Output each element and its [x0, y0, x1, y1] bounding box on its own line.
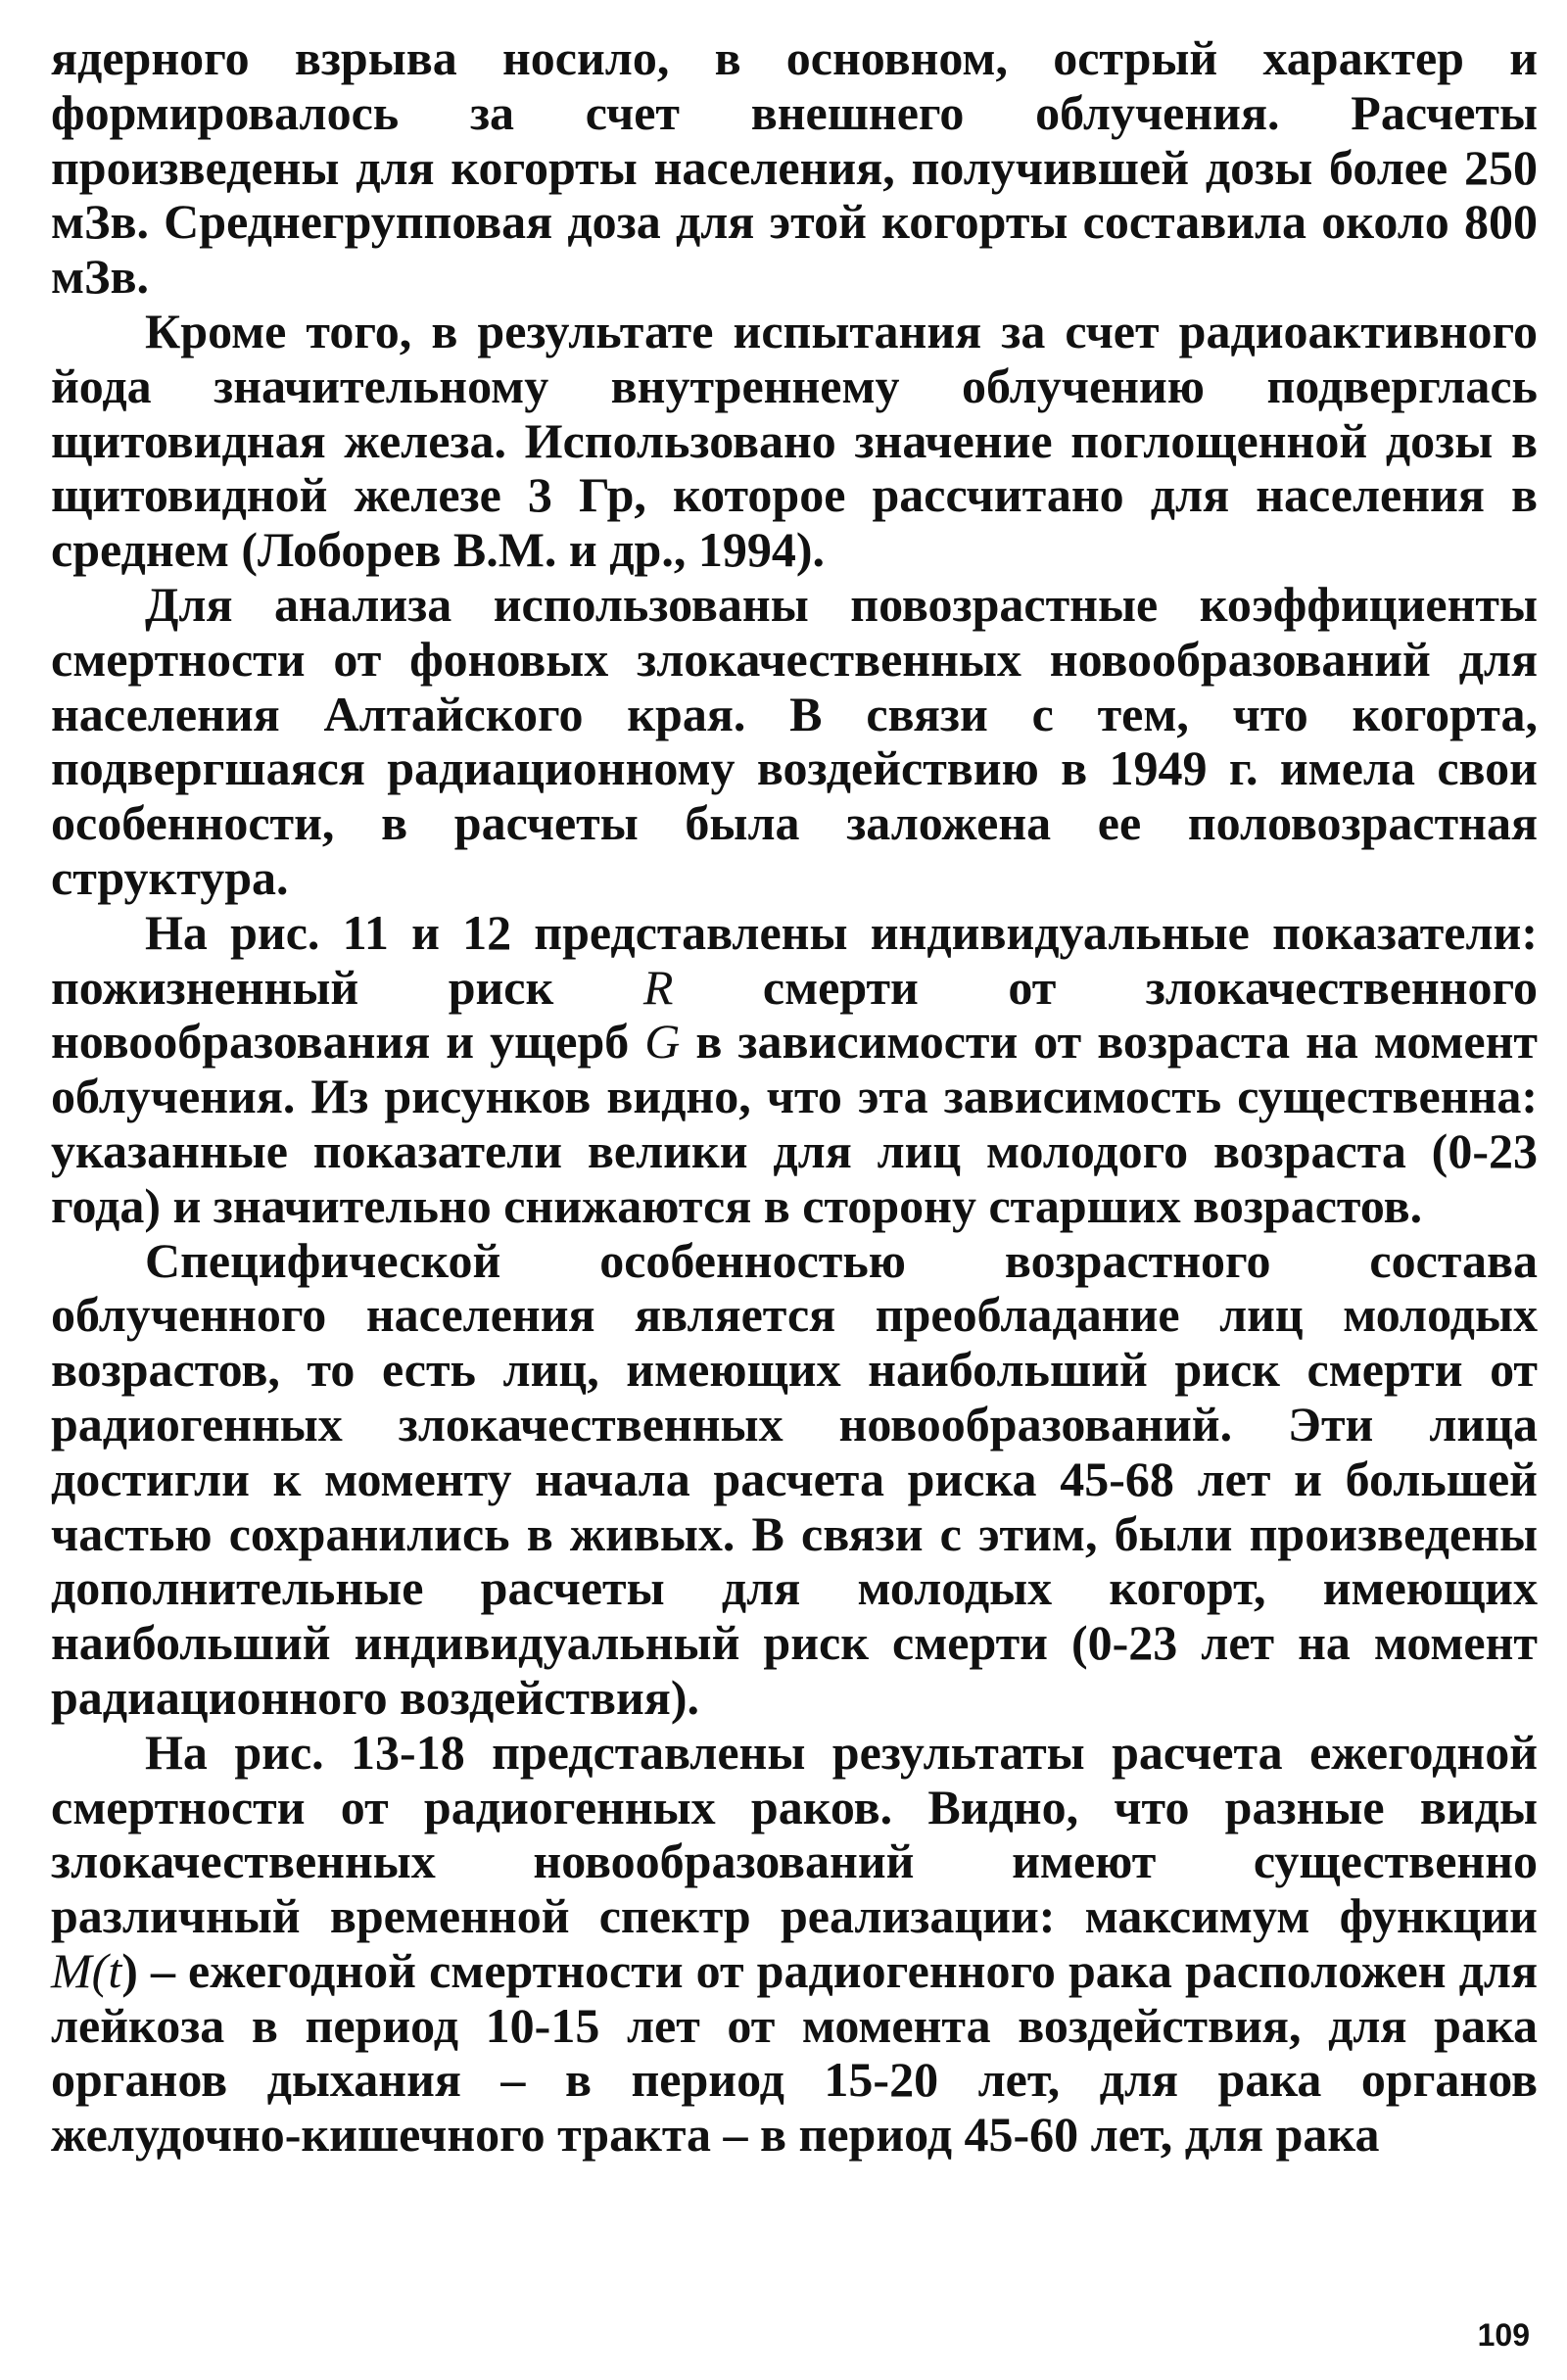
paragraph-5-text: Специфической особенностью возрастного состава облученного населения является преобладание лиц молодых возрастов, то есть лиц, имеющих наибольший риск смерти от радиогенных злокачественных новообразований. Эти лица достигли к моменту начала расчета риска 45-68 лет и большей частью сохранились в живых. В связи с этим, были произведены дополнительные расчеты для молодых когорт, имеющих наибольший индивидуальный риск смерти (0-23 лет на момент радиационного воздействия). — [51, 1232, 1538, 1725]
paragraph-3-text: Для анализа использованы повозрастные коэффициенты смертности от фоновых злокачественных новообразований для населения Алтайского края. В связи с тем, что когорта, подвергшаяся радиационному воздействию в 1949 г. имела свои особенности, в расчеты была заложена ее половозрастная структура. — [51, 576, 1538, 905]
variable-r: R — [642, 959, 674, 1015]
page-number: 109 — [1477, 2317, 1530, 2353]
paragraph-3 — [51, 578, 1538, 906]
paragraph-4-text-b: смерти от злокачественного новообразования и ущерб — [51, 959, 1538, 1070]
paragraph-5 — [51, 1234, 1538, 1726]
variable-t: t — [108, 1942, 122, 1998]
paragraph-4-text-c: в зависимости от возраста на момент облучения. Из рисунков видно, что эта зависимость существенна: указанные показатели велики для лиц молодого возраста (0-23 года) и значительно снижаются в сторону старших возрастов. — [51, 1014, 1538, 1233]
paragraph-6-text-a: На рис. 13-18 представлены результаты расчета ежегодной смертности от радиогенных раков. Видно, что разные виды злокачественных новообразований имеют существенно различный временной спектр реализации: максимум функции — [51, 1724, 1538, 1944]
paragraph-2 — [51, 305, 1538, 578]
paren-open: ( — [91, 1942, 109, 1998]
paragraph-4 — [51, 906, 1538, 1234]
paragraph-2-text: Кроме того, в результате испытания за счет радиоактивного йода значительному внутреннему облучению подверглась щитовидная железа. Использовано значение поглощенной дозы в щитовидной железе 3 Гр, которое рассчитано для населения в среднем (Лоборев В.М. и др., 1994). — [51, 303, 1538, 578]
paragraph-6-text-b: ) – ежегодной смертности от радиогенного рака расположен для лейкоза в период 10-15 лет от момента воздействия, для рака органов дыхания – в период 15-20 лет, для рака органов желудочно-кишечного тракта – в период 45-60 лет, для рака — [51, 1942, 1538, 2163]
paragraph-4-text-a: На рис. 11 и 12 представлены индивидуальные показатели: пожизненный риск — [51, 904, 1538, 1015]
variable-m: M — [51, 1942, 92, 1998]
paragraph-6 — [51, 1726, 1538, 2163]
paragraph-1 — [51, 31, 1538, 305]
variable-g: G — [644, 1014, 681, 1070]
paragraph-1-text: ядерного взрыва носило, в основном, острый характер и формировалось за счет внешнего облучения. Расчеты произведены для когорты населения, получившей дозы более 250 мЗв. Среднегрупповая доза для этой когорты составила около 800 мЗв. — [51, 30, 1538, 305]
body-text — [51, 31, 1538, 2163]
